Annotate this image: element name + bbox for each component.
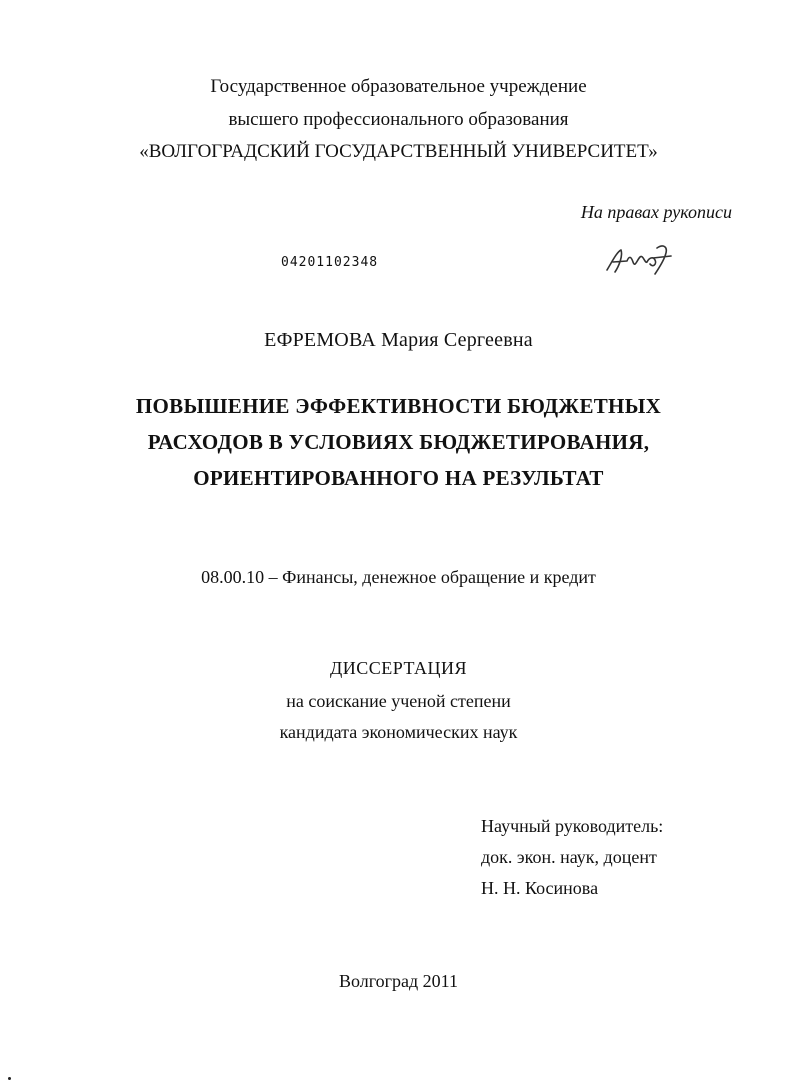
advisor-degree: док. экон. наук, доцент <box>481 847 657 867</box>
advisor-name: Н. Н. Косинова <box>481 878 599 898</box>
signature-icon <box>603 242 678 278</box>
thesis-title-line-1: ПОВЫШЕНИЕ ЭФФЕКТИВНОСТИ БЮДЖЕТНЫХ <box>135 394 662 418</box>
institution-line-1: Государственное образовательное учреждение <box>210 76 587 97</box>
manuscript-note: На правах рукописи <box>580 202 732 222</box>
advisor-label: Научный руководитель: <box>481 816 664 836</box>
dissertation-purpose: на соискание ученой степени <box>286 691 511 711</box>
specialty: 08.00.10 – Финансы, денежное обращение и кредит <box>201 567 596 587</box>
registration-code: 04201102348 <box>281 255 379 270</box>
thesis-title-line-3: ОРИЕНТИРОВАННОГО НА РЕЗУЛЬТАТ <box>193 466 604 490</box>
institution-line-3: «ВОЛГОГРАДСКИЙ ГОСУДАРСТВЕННЫЙ УНИВЕРСИТЕТ» <box>139 141 658 162</box>
city-year: Волгоград 2011 <box>338 971 459 991</box>
scan-speck <box>8 1077 11 1080</box>
author-name: ЕФРЕМОВА Мария Сергеевна <box>264 329 533 351</box>
dissertation-heading: ДИССЕРТАЦИЯ <box>329 658 468 678</box>
thesis-title-line-2: РАСХОДОВ В УСЛОВИЯХ БЮДЖЕТИРОВАНИЯ, <box>147 430 650 454</box>
institution-line-2: высшего профессионального образования <box>228 109 569 130</box>
dissertation-degree: кандидата экономических наук <box>279 722 518 742</box>
